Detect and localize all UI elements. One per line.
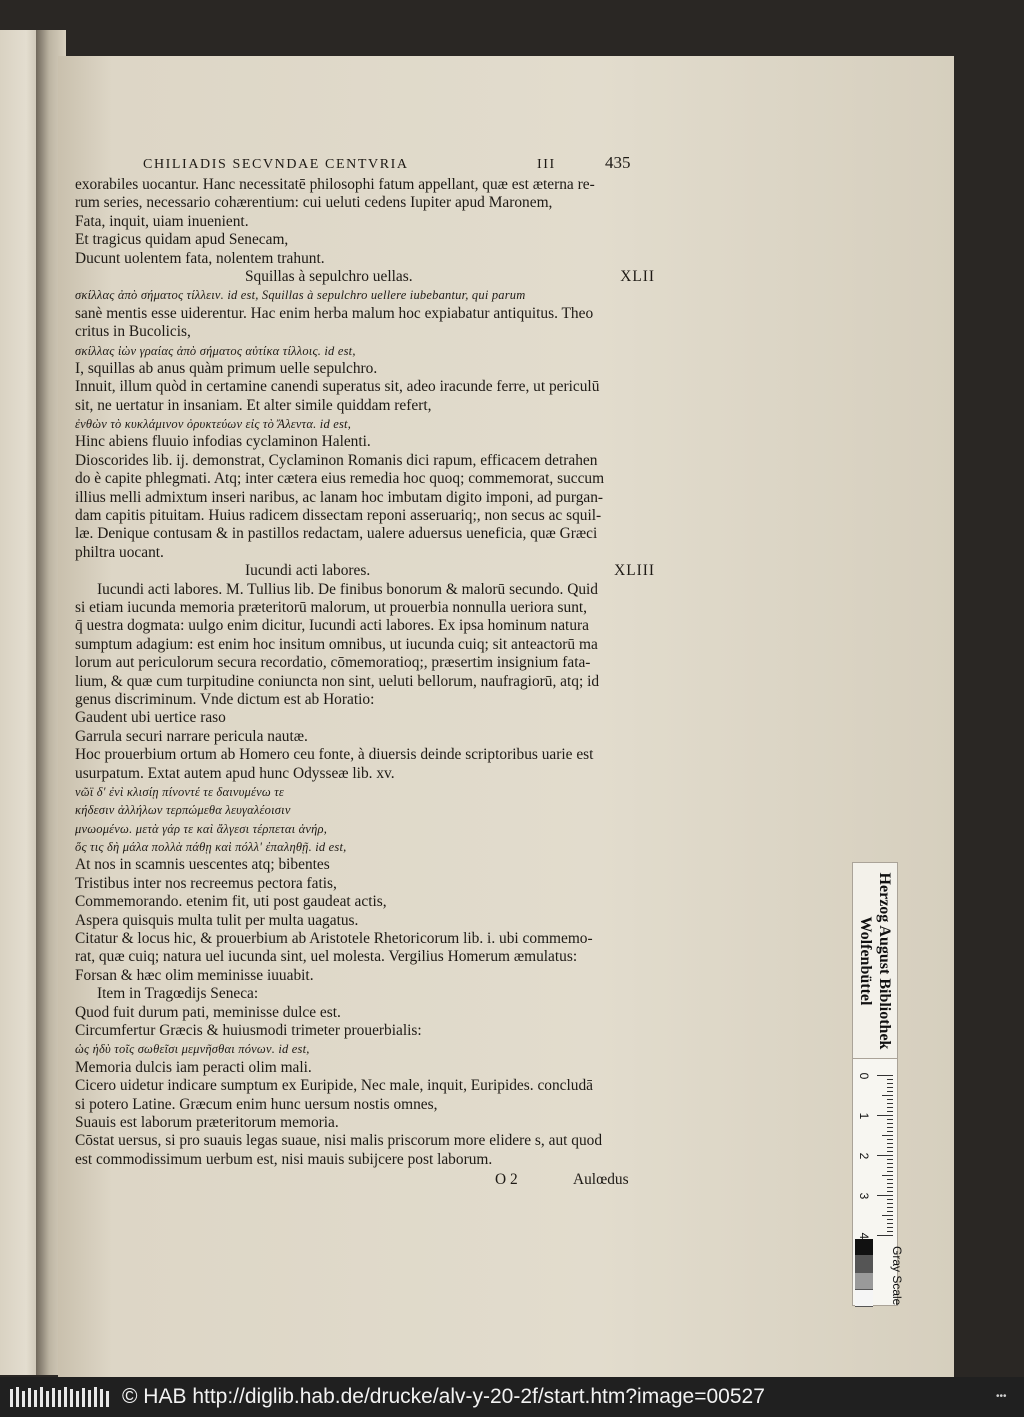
scale-tick [887, 1087, 893, 1088]
scale-tick [887, 1187, 893, 1188]
text-line: κήδεσιν ἀλλήλων τερπώμεθα λευγαλέοισιν [75, 803, 291, 818]
scale-tick [887, 1227, 893, 1228]
scale-tick [882, 1095, 893, 1096]
text-line: sumptum adagium: est enim hoc insitum omnibus, ut iucunda cuiq; sit anteactorū ma [75, 635, 598, 653]
text-line: Hinc abiens fluuio infodias cyclaminon Halenti. [75, 433, 371, 451]
text-line: σκίλλας ἀπὸ σήματος τίλλειν. id est, Squillas à sepulchro uellere iubebantur, qui parum [75, 288, 526, 303]
section-heading [75, 562, 655, 580]
scale-tick [887, 1151, 893, 1152]
text-line: Tristibus inter nos recreemus pectora fatis, [75, 874, 337, 892]
running-head-title: CHILIADIS SECVNDAE CENTVRIA [143, 157, 409, 172]
scale-tick [887, 1091, 893, 1092]
scale-tick [887, 1139, 893, 1140]
text-line: Suauis est laborum præteritorum memoria. [75, 1113, 339, 1131]
scale-tick [877, 1235, 893, 1236]
text-line: Dioscorides lib. ij. demonstrat, Cyclaminon Romanis dici rapum, efficacem detrahen [75, 451, 598, 469]
library-label-text [856, 867, 894, 1055]
text-line: rum series, necessario cohærentium: cui ueluti cedens Iupiter apud Maronem, [75, 194, 553, 212]
text-line: Forsan & hæc olim meminisse iuuabit. [75, 966, 314, 984]
text-line: rat, quæ cuiq; natura uel iucunda sint, uel molesta. Vergilius Homerum æmulatus: [75, 948, 578, 966]
text-line: exorabiles uocantur. Hanc necessitatē philosophi fatum appellant, quæ est æterna re- [75, 176, 595, 193]
text-line: νῶϊ δ' ἐνὶ κλισίῃ πίνοντέ τε δαινυμένω τε [75, 784, 285, 799]
text-line: Aspera quisquis multa tulit per multa uagatus. [75, 911, 359, 929]
scale-tick [877, 1075, 893, 1076]
text-line: sit, ne uertatur in insaniam. Et alter simile quiddam refert, [75, 396, 432, 414]
text-line: At nos in scamnis uescentes atq; bibentes [75, 856, 330, 874]
scale-tick [887, 1199, 893, 1200]
section-heading-title: Iucundi acti labores. [245, 562, 371, 580]
footer-dots-icon: ••• [996, 1391, 1007, 1402]
text-line: Cōstat uersus, si pro suauis legas suaue, nisi malis priscorum more elidere s, aut quod [75, 1132, 603, 1150]
text-line: μνωομένω. μετὰ γάρ τε καὶ ἄλγεσι τέρπεται ἀνήρ, [75, 821, 328, 836]
measurement-scale [852, 1058, 904, 1306]
scale-tick [887, 1203, 893, 1204]
text-line: usurpatum. Extat autem apud hunc Odysseæ lib. xv. [75, 764, 395, 782]
text-line: læ. Denique contusam & in pastillos redactam, ualere aduersus ueneficia, quæ Græci [75, 525, 598, 543]
gray-scale-label: Gray Scale [890, 1246, 904, 1306]
library-name: Herzog August Bibliothek [876, 872, 893, 1050]
text-line: Commemorando. etenim fit, uti post gaudeat actis, [75, 893, 387, 911]
gray-scale-swatches [855, 1239, 873, 1307]
scale-tick [887, 1123, 893, 1124]
library-label [852, 862, 898, 1060]
scale-tick [887, 1083, 893, 1084]
scale-tick [887, 1211, 893, 1212]
scale-tick [887, 1167, 893, 1168]
running-head-numeral: III [537, 157, 556, 172]
text-line: Garrula securi narrare pericula nautæ. [75, 727, 308, 745]
text-lines [75, 176, 655, 1169]
scale-tick [887, 1147, 893, 1148]
scale-tick [882, 1175, 893, 1176]
scale-tick [887, 1107, 893, 1108]
scale-number: 2 [857, 1152, 871, 1160]
page-number: 435 [605, 153, 631, 172]
text-line: σκίλλας ἰὼν γραίας ἀπὸ σήματος αὐτίκα τίλλοις. id est, [75, 343, 356, 358]
text-line: Quod fuit durum pati, meminisse dulce est. [75, 1003, 341, 1021]
text-line: Cicero uidetur indicare sumptum ex Euripide, Nec male, inquit, Euripides. concludā [75, 1077, 593, 1095]
footer-bar [0, 1377, 1024, 1417]
text-line: si etiam iucunda memoria præteritorū malorum, ut prouerbia nonnulla ueriora sunt, [75, 598, 588, 616]
text-line: lorum aut periculorum secura recordatio, cōmemoratioq;, præsertim insignium fata- [75, 654, 591, 672]
scale-tick [887, 1183, 893, 1184]
text-line: Fata, inquit, uiam inuenient. [75, 212, 249, 230]
scale-tick [887, 1159, 893, 1160]
text-line: critus in Bucolicis, [75, 323, 191, 341]
text-line: Hoc prouerbium ortum ab Homero ceu fonte, à diuersis deinde scriptoribus uarie est [75, 746, 594, 764]
text-line: Memoria dulcis iam peracti olim mali. [75, 1058, 312, 1076]
catchword: Aulœdus [573, 1171, 629, 1189]
text-line: Ducunt uolentem fata, nolentem trahunt. [75, 249, 325, 267]
scale-tick [882, 1135, 893, 1136]
scale-number: 0 [857, 1072, 871, 1080]
text-line: Circumfertur Græcis & huiusmodi trimeter prouerbialis: [75, 1021, 422, 1039]
running-head [75, 153, 655, 176]
scale-tick [887, 1191, 893, 1192]
signature-mark: O 2 [495, 1171, 518, 1189]
scale-tick [877, 1155, 893, 1156]
text-line: Innuit, illum quòd in certamine canendi superatus sit, adeo iracunde ferre, ut periculū [75, 378, 600, 396]
text-line: Citatur & locus hic, & prouerbium ab Aristotele Rhetoricorum lib. i. ubi commemo- [75, 930, 593, 948]
text-line: do è capite phlegmati. Atq; inter cætera eius remedia hoc quoq; commemorat, succum [75, 470, 605, 488]
signature-line [75, 1171, 655, 1193]
hab-logo-icon [8, 1385, 112, 1409]
text-line: ὅς τις δὴ μάλα πολλὰ πάθῃ καὶ πόλλ' ἐπαληθῇ. id est, [75, 840, 347, 855]
text-line: ὡς ἡδὺ τοῖς σωθεῖσι μεμνῆσθαι πόνων. id est, [75, 1042, 310, 1057]
scale-tick [882, 1215, 893, 1216]
text-line: Et tragicus quidam apud Senecam, [75, 231, 289, 249]
section-heading-number: XLII [620, 267, 655, 285]
library-city: Wolfenbüttel [857, 916, 874, 1006]
scale-tick [887, 1163, 893, 1164]
scale-tick [887, 1103, 893, 1104]
section-heading-title: Squillas à sepulchro uellas. [245, 267, 413, 285]
scale-tick [887, 1171, 893, 1172]
scale-tick [887, 1219, 893, 1220]
scale-number: 3 [857, 1192, 871, 1200]
text-line: dam capitis pituitam. Huius radicem dissectam reponi asseruariq;, non secus ac squil- [75, 507, 602, 525]
text-line: I, squillas ab anus quàm primum uelle sepulchro. [75, 359, 378, 377]
scale-tick [887, 1231, 893, 1232]
scale-tick [887, 1131, 893, 1132]
scale-tick [887, 1079, 893, 1080]
scale-tick [887, 1099, 893, 1100]
text-line: q̄ uestra dogmata: uulgo enim dicitur, Iucundi acti labores. Ex ipsa hominum natura [75, 617, 589, 635]
text-line: est commodissimum uerbum est, nisi mauis subijcere post laborum. [75, 1150, 493, 1168]
scale-tick [887, 1111, 893, 1112]
text-line: ἐνθὼν τὸ κυκλάμινον ὀρυκτεύων εἰς τὸ Ἄλεντα. id est, [75, 417, 352, 432]
copyright-credit: © HAB http://diglib.hab.de/drucke/alv-y-20-2f/start.htm?image=00527 [122, 1385, 765, 1408]
text-line: philtra uocant. [75, 543, 164, 561]
section-heading [75, 268, 655, 286]
text-line: genus discriminum. Vnde dictum est ab Horatio: [75, 690, 375, 708]
scale-tick [877, 1115, 893, 1116]
scale-tick [887, 1207, 893, 1208]
scale-tick [887, 1143, 893, 1144]
section-heading-number: XLIII [614, 562, 655, 580]
text-line: Gaudent ubi uertice raso [75, 709, 226, 727]
text-block [75, 153, 655, 1193]
scale-tick [877, 1195, 893, 1196]
scale-tick [887, 1179, 893, 1180]
text-line: Iucundi acti labores. M. Tullius lib. De finibus bonorum & malorū secundo. Quid [97, 580, 599, 598]
scale-number: 1 [857, 1112, 871, 1120]
scale-number: 4 [857, 1232, 871, 1240]
scale-tick [887, 1127, 893, 1128]
text-line: sanè mentis esse uiderentur. Hac enim herba malum hoc expiabatur antiquitus. Theo [75, 304, 594, 322]
scale-tick [887, 1223, 893, 1224]
text-line: Item in Tragœdijs Seneca: [97, 985, 259, 1003]
text-line: illius melli admixtum inseri naribus, ac lanam hoc imbutam digito imponi, ad purgan- [75, 488, 604, 506]
scale-tick [887, 1119, 893, 1120]
text-line: si potero Latine. Græcum enim hunc uersum nostis omnes, [75, 1095, 438, 1113]
text-line: lium, & quæ cum turpitudine coniuncta non sint, ueluti bellorum, naufragiorū, atq; id [75, 672, 600, 690]
